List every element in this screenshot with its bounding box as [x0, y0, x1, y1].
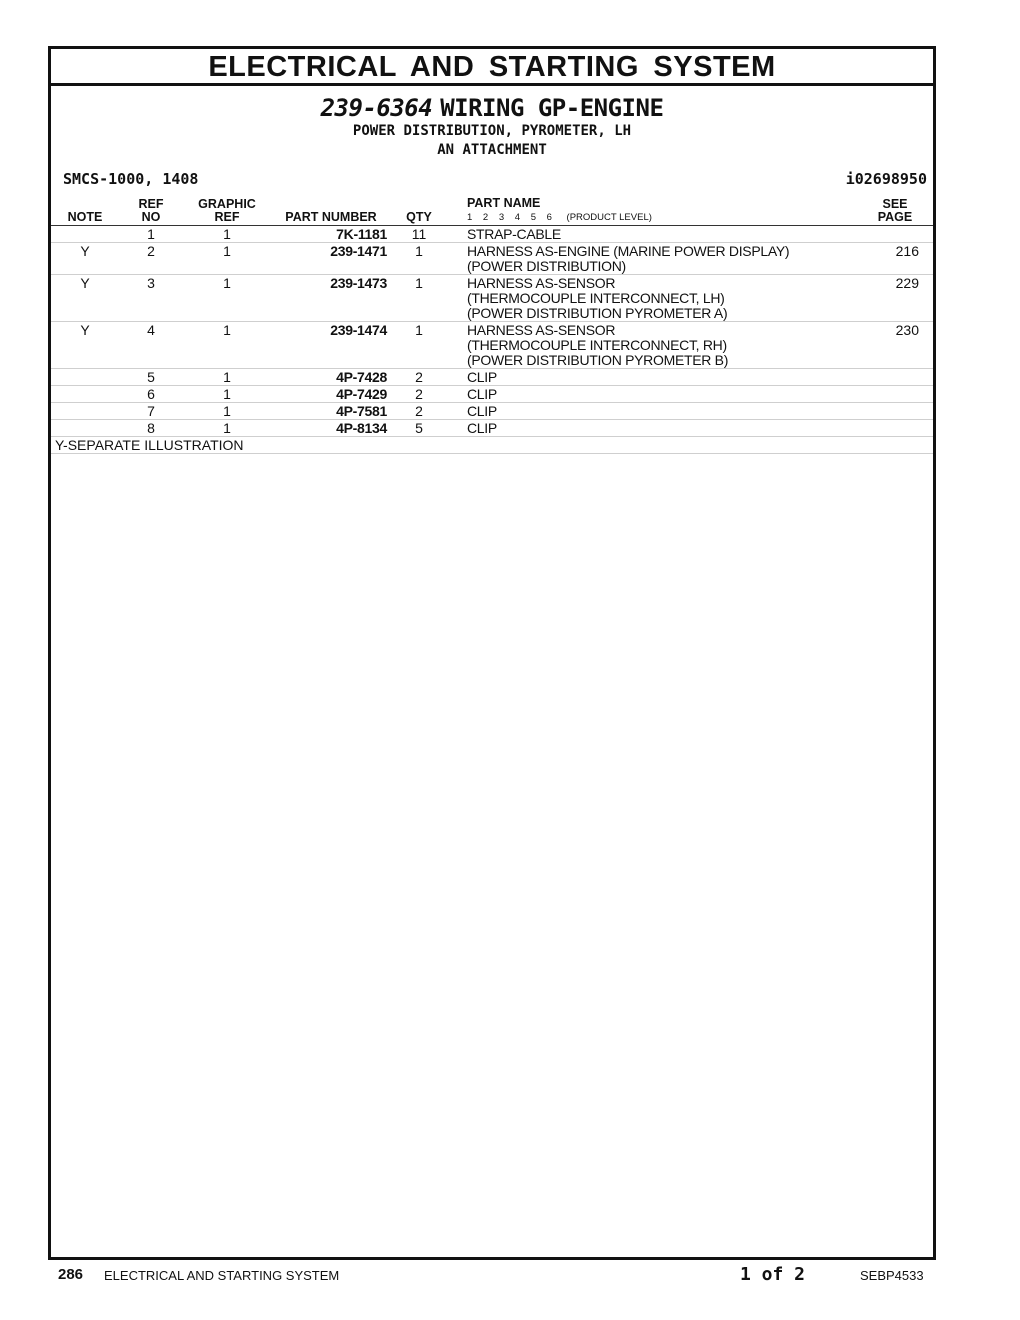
table-row: [51, 386, 933, 403]
part-name-line: HARNESS AS-ENGINE (MARINE POWER DISPLAY): [467, 243, 790, 259]
note-cell: [51, 369, 119, 386]
legend-row: [51, 437, 933, 454]
ref-no-cell: 6: [119, 386, 183, 403]
part-number-cell: 7K-1181: [271, 226, 391, 243]
graphic-ref-cell: 1: [183, 386, 271, 403]
table-row: [51, 275, 933, 322]
table-row: [51, 403, 933, 420]
col-part-number: PART NUMBER: [271, 197, 391, 226]
part-name-cell: [447, 386, 867, 403]
table-header-row: [51, 197, 933, 226]
part-name-line: CLIP: [467, 386, 497, 402]
info-id: i02698950: [845, 170, 927, 188]
qty-cell: 11: [391, 226, 447, 243]
group-title: [51, 94, 933, 122]
table-row: [51, 322, 933, 369]
sheet-indicator: 1 of 2: [740, 1264, 806, 1285]
qty-cell: 2: [391, 386, 447, 403]
qty-cell: 2: [391, 369, 447, 386]
part-name-cell: [447, 369, 867, 386]
page-footer: [0, 1266, 1020, 1290]
ref-no-cell: 8: [119, 420, 183, 437]
note-cell: Y: [51, 275, 119, 322]
graphic-ref-cell: 1: [183, 226, 271, 243]
product-levels: 1 2 3 4 5 6 (PRODUCT LEVEL): [467, 212, 652, 223]
page-frame: [48, 46, 936, 1260]
separate-illustration-note: Y-SEPARATE ILLUSTRATION: [51, 437, 933, 454]
see-page-cell: [867, 226, 933, 243]
group-subtitle-1: POWER DISTRIBUTION, PYROMETER, LH: [352, 123, 632, 139]
part-name-line: (POWER DISTRIBUTION PYROMETER A): [467, 305, 728, 321]
part-number-cell: 239-1474: [271, 322, 391, 369]
see-page-cell: 229: [867, 275, 933, 322]
footer-section: ELECTRICAL AND STARTING SYSTEM: [104, 1268, 340, 1283]
part-number-cell: 4P-7428: [271, 369, 391, 386]
see-page-cell: 230: [867, 322, 933, 369]
part-number-cell: 4P-7429: [271, 386, 391, 403]
part-number-cell: 4P-7581: [271, 403, 391, 420]
ref-no-cell: 3: [119, 275, 183, 322]
table-row: [51, 243, 933, 275]
col-ref-no: REF NO: [119, 197, 183, 226]
qty-cell: 5: [391, 420, 447, 437]
col-part-name: PART NAME 1 2 3 4 5 6 (PRODUCT LEVEL): [447, 197, 867, 226]
qty-cell: 2: [391, 403, 447, 420]
smcs-code: SMCS-1000, 1408: [63, 170, 199, 188]
part-name-cell: [447, 275, 867, 322]
see-page-cell: [867, 403, 933, 420]
part-name-line: CLIP: [467, 369, 497, 385]
table-row: [51, 226, 933, 243]
part-name-cell: [447, 243, 867, 275]
part-name-cell: [447, 226, 867, 243]
group-name: WIRING GP-ENGINE: [440, 94, 664, 122]
part-name-line: (THERMOCOUPLE INTERCONNECT, RH): [467, 337, 727, 353]
note-cell: [51, 420, 119, 437]
parts-table: [51, 197, 933, 454]
part-name-line: (THERMOCOUPLE INTERCONNECT, LH): [467, 290, 725, 306]
section-title: ELECTRICAL AND STARTING SYSTEM: [51, 49, 933, 86]
group-header: [51, 94, 933, 160]
part-name-line: STRAP-CABLE: [467, 226, 561, 242]
see-page-cell: 216: [867, 243, 933, 275]
note-cell: Y: [51, 243, 119, 275]
col-note: NOTE: [51, 197, 119, 226]
part-number-cell: 239-1473: [271, 275, 391, 322]
doc-id: SEBP4533: [860, 1268, 924, 1283]
part-name-line: (POWER DISTRIBUTION PYROMETER B): [467, 352, 729, 368]
ref-no-cell: 7: [119, 403, 183, 420]
graphic-ref-cell: 1: [183, 420, 271, 437]
part-number-cell: 239-1471: [271, 243, 391, 275]
qty-cell: 1: [391, 275, 447, 322]
qty-cell: 1: [391, 322, 447, 369]
part-name-line: CLIP: [467, 403, 497, 419]
part-name-line: HARNESS AS-SENSOR: [467, 322, 616, 338]
ref-no-cell: 5: [119, 369, 183, 386]
note-cell: Y: [51, 322, 119, 369]
note-cell: [51, 226, 119, 243]
ref-no-cell: 4: [119, 322, 183, 369]
see-page-cell: [867, 420, 933, 437]
note-cell: [51, 403, 119, 420]
page-number: 286: [58, 1266, 84, 1283]
group-subtitle-2: AN ATTACHMENT: [437, 142, 547, 158]
part-name-line: CLIP: [467, 420, 497, 436]
see-page-cell: [867, 369, 933, 386]
graphic-ref-cell: 1: [183, 322, 271, 369]
group-part-number: 239-6364: [320, 94, 433, 122]
col-graphic-ref: GRAPHIC REF: [183, 197, 271, 226]
part-name-cell: [447, 420, 867, 437]
col-see-page: SEE PAGE: [867, 197, 933, 226]
part-name-line: HARNESS AS-SENSOR: [467, 275, 616, 291]
part-number-cell: 4P-8134: [271, 420, 391, 437]
part-name-line: (POWER DISTRIBUTION): [467, 258, 626, 274]
ref-no-cell: 1: [119, 226, 183, 243]
part-name-cell: [447, 322, 867, 369]
note-cell: [51, 386, 119, 403]
graphic-ref-cell: 1: [183, 243, 271, 275]
table-row: [51, 369, 933, 386]
part-name-cell: [447, 403, 867, 420]
graphic-ref-cell: 1: [183, 403, 271, 420]
graphic-ref-cell: 1: [183, 369, 271, 386]
meta-row: [51, 166, 933, 188]
col-qty: QTY: [391, 197, 447, 226]
table-row: [51, 420, 933, 437]
graphic-ref-cell: 1: [183, 275, 271, 322]
ref-no-cell: 2: [119, 243, 183, 275]
see-page-cell: [867, 386, 933, 403]
qty-cell: 1: [391, 243, 447, 275]
